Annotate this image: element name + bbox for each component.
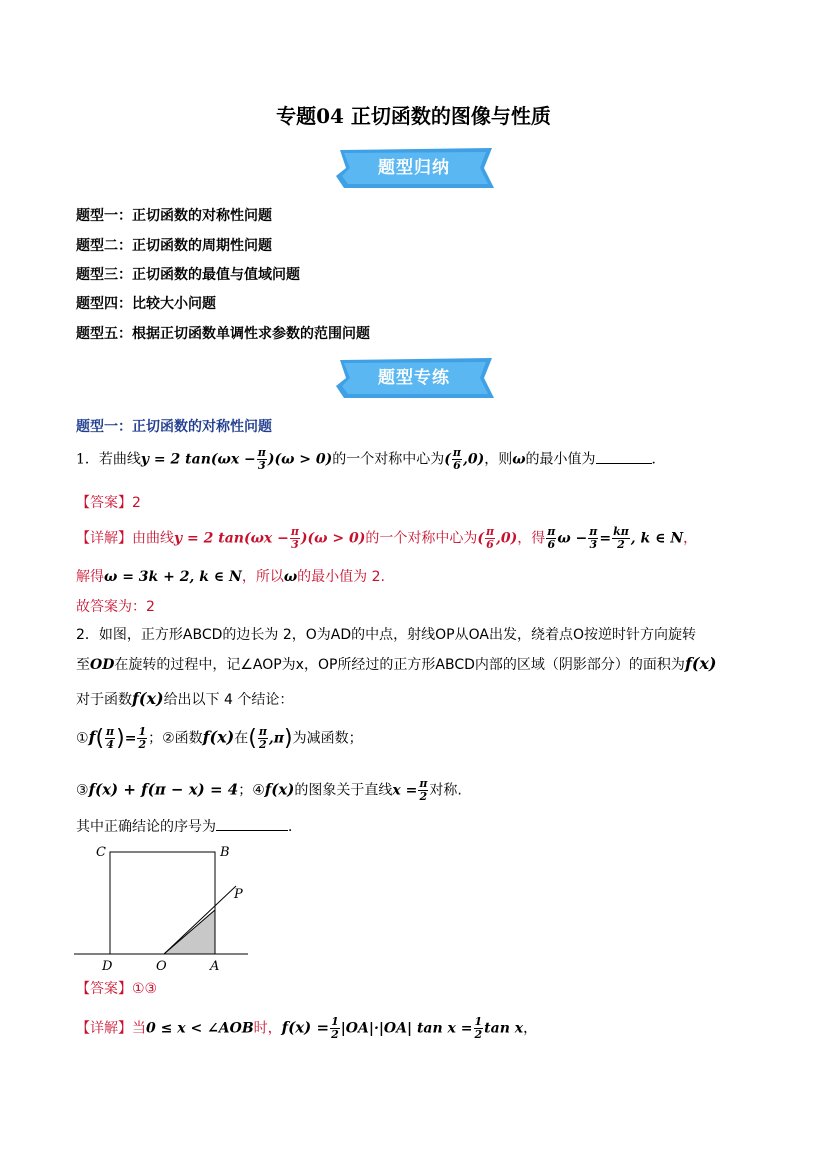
label-A: A: [210, 959, 220, 974]
banner-practice: [334, 356, 494, 400]
q1-answer-blank: [596, 463, 652, 464]
category-item-1: 题型一：正切函数的对称性问题: [76, 208, 272, 224]
banner-summary-label: 题型归纳: [378, 158, 450, 178]
category-item-5: 题型五：根据正切函数单调性求参数的范围问题: [76, 326, 370, 342]
question-2-conclusion-3-4: ③f(x) + f(π − x) = 4；④f(x)的图象关于直线x = $\frac{\pi}{2}$ 对称.: [76, 777, 462, 803]
detail-2-line-1: 【详解】当0 ≤ x < ∠AOB时，f(x) = $\frac{1}{2}$ |OA|·|OA| tan x = $\frac{1}{2}$ tan x，: [76, 1015, 538, 1041]
question-2-ask: 其中正确结论的序号为 ．: [76, 819, 302, 835]
category-item-3: 题型三：正切函数的最值与值域问题: [76, 267, 300, 283]
q1-curve: y = 2 tan(ωx −: [140, 451, 256, 468]
question-2-conclusion-1-2: ①f( $\frac{\pi}{4}$ )= $\frac{1}{2}$ ；②函数f(x)在( $\frac{\pi}{2}$ ,π)为减函数；: [76, 725, 363, 751]
q2-answer-blank: [216, 830, 288, 831]
banner-summary: [334, 146, 494, 190]
label-B: B: [220, 845, 230, 860]
label-D: D: [102, 959, 113, 974]
question-2-line-3: 对于函数f(x)给出以下 4 个结论：: [76, 689, 294, 708]
question-2-line-1: 2．如图，正方形ABCD的边长为 2，O为AD的中点，射线OP从OA出发，绕着点O按逆时针方向旋转: [76, 627, 696, 643]
q1-number: 1．若曲线: [76, 451, 141, 468]
detail-1-line-1: 【详解】由曲线y = 2 tan(ωx − $\frac{\pi}{3}$ )(ω > 0)的一个对称中心为( $\frac{\pi}{6}$ ,0)，得 $\frac{\pi}{6}$ ω − $\frac{\pi}{3}$ = $\frac{k\pi}{2}$ , k ∈ N，: [76, 525, 698, 551]
square-figure: [70, 838, 270, 978]
question-2-line-2: 至OD在旋转的过程中，记∠AOP为x，OP所经过的正方形ABCD内部的区域（阴影部分）的面积为f(x): [76, 654, 717, 673]
category-item-4: 题型四：比较大小问题: [76, 296, 216, 312]
section-heading-1: 题型一：正切函数的对称性问题: [76, 419, 272, 435]
label-O: O: [156, 959, 167, 974]
banner-practice-label: 题型专练: [378, 368, 450, 388]
question-1: 1．若曲线y = 2 tan(ωx − $\frac{\pi}{3}$ )(ω > 0)的一个对称中心为( $\frac{\pi}{6}$ ,0)，则ω的最小值为 ．: [76, 446, 666, 472]
category-item-2: 题型二：正切函数的周期性问题: [76, 238, 272, 254]
page-title: 专题04 正切函数的图像与性质: [276, 104, 551, 128]
q1-fraction: $\frac{\pi}{3}$: [257, 446, 266, 472]
answer-2: 【答案】①③: [76, 981, 158, 997]
answer-1: 【答案】2: [76, 495, 141, 511]
label-C: C: [96, 845, 106, 860]
detail-1-line-2: 解得ω = 3k + 2, k ∈ N，所以ω的最小值为 2.: [76, 569, 385, 585]
label-P: P: [234, 887, 243, 902]
detail-1-final: 故答案为：2: [76, 599, 155, 615]
